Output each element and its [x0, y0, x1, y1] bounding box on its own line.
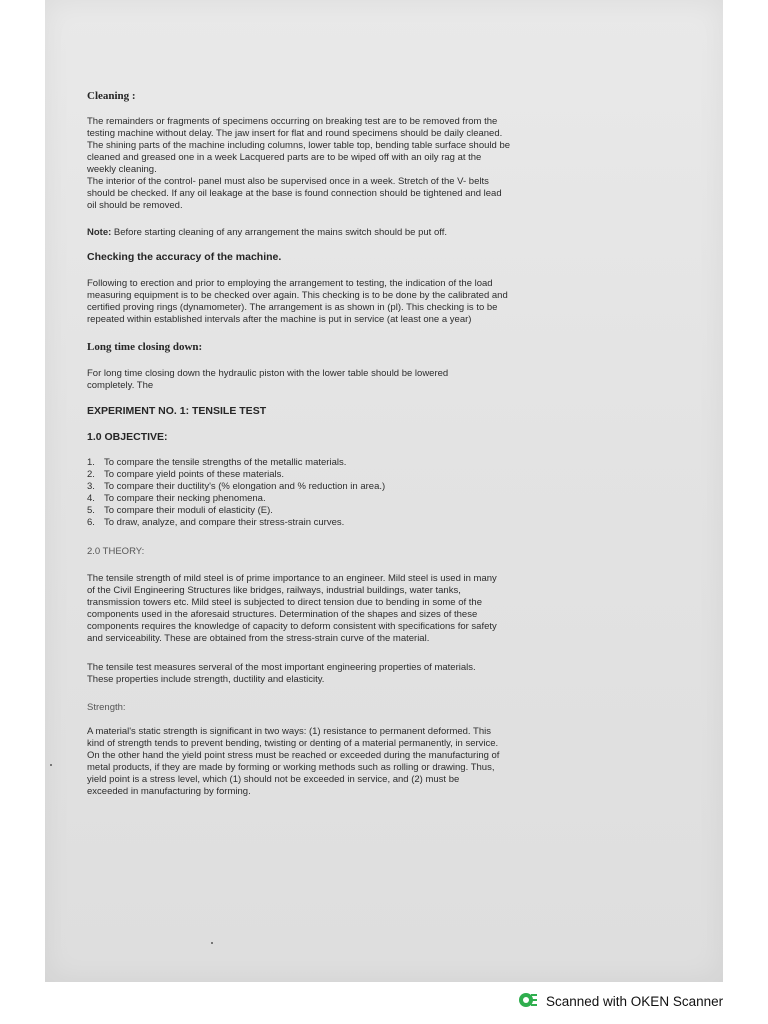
cleaning-line: testing machine without delay. The jaw insert for flat and round specimens should be daily cleaned.: [87, 128, 503, 139]
note-label: Note:: [87, 227, 112, 238]
strength-heading-block: [87, 702, 609, 714]
closing-section: [87, 341, 609, 353]
theory-heading-block: [87, 546, 609, 558]
cleaning-line: cleaned and greased one in a week Lacquered parts are to be wiped off with an oily rag at the: [87, 152, 482, 163]
strength-line: On the other hand the yield point stress must be reached or exceeded during the manufacturing of: [87, 750, 500, 761]
accuracy-line: Following to erection and prior to employing the arrangement to testing, the indication of the load: [87, 278, 493, 289]
accuracy-line: certified proving rings (dynamometer). The arrangement is as shown in (pl). This checking is to be: [87, 302, 498, 313]
list-item: 3. To compare their ductility's (% elongation and % reduction in area.): [87, 481, 386, 492]
cleaning-line: The remainders or fragments of specimens occurring on breaking test are to be removed from the: [87, 116, 498, 127]
strength-paragraph: [87, 726, 609, 798]
closing-paragraph: [87, 368, 609, 392]
theory-paragraph-2: [87, 662, 609, 686]
closing-heading: Long time closing down:: [87, 341, 203, 353]
dust-speck: [50, 764, 52, 766]
list-item: 1. To compare the tensile strengths of the metallic materials.: [87, 457, 347, 468]
oken-scanner-logo-icon: [518, 991, 538, 1012]
experiment-title: EXPERIMENT NO. 1: TENSILE TEST: [87, 405, 267, 417]
accuracy-line: measuring equipment is to be checked over again. This checking is to be done by the calibrated and: [87, 290, 508, 301]
strength-line: yield point is a stress level, which (1) should not be exceeded in service, and (2) must be: [87, 774, 460, 785]
list-item: 5. To compare their moduli of elasticity (E).: [87, 505, 273, 516]
strength-line: metal products, if they are made by forming or working methods such as rolling or drawing. Thus,: [87, 762, 495, 773]
list-item: 6. To draw, analyze, and compare their stress-strain curves.: [87, 517, 345, 528]
theory-line: of the Civil Engineering Structures like bridges, railways, industrial buildings, water tanks,: [87, 585, 461, 596]
cleaning-paragraph: [87, 116, 609, 212]
theory-heading: 2.0 THEORY:: [87, 546, 145, 557]
objective-list-block: [87, 457, 609, 529]
note-text: Before starting cleaning of any arrangement the mains switch should be put off.: [111, 227, 447, 238]
accuracy-section: [87, 251, 609, 263]
theory-line: components used in the aforesaid structures. Determination of the shapes and sizes of these: [87, 609, 478, 620]
theory-line: and serviceability. These are obtained from the stress-strain curve of the material.: [87, 633, 430, 644]
cleaning-line: The interior of the control- panel must also be supervised once in a week. Stretch of the V- belts: [87, 176, 489, 187]
accuracy-line: repeated within established intervals after the machine is put in service (at least one a year): [87, 314, 472, 325]
objective-list: [87, 457, 609, 529]
closing-line: completely. The: [87, 380, 154, 391]
cleaning-line: weekly cleaning.: [87, 164, 157, 175]
watermark-text: Scanned with OKEN Scanner: [546, 993, 724, 1009]
strength-line: A material's static strength is significant in two ways: (1) resistance to permanent deformed. This: [87, 726, 491, 737]
cleaning-line: should be checked. If any oil leakage at the base is found connection should be tightened and lead: [87, 188, 502, 199]
closing-line: For long time closing down the hydraulic piston with the lower table should be lowered: [87, 368, 449, 379]
theory-line: components requires the knowledge of capacity to deform consistent with specifications for safety: [87, 621, 497, 632]
theory-line: transmission towers etc. Mild steel is subjected to direct tension due to bending in some of the: [87, 597, 482, 608]
accuracy-paragraph: [87, 278, 609, 326]
cleaning-line: oil should be removed.: [87, 200, 183, 211]
cleaning-line: The shining parts of the machine including columns, lower table top, bending table surface should be: [87, 140, 511, 151]
note-paragraph: [87, 227, 609, 239]
objective-heading-block: [87, 431, 609, 443]
cleaning-section: [87, 90, 609, 102]
theory-line: The tensile strength of mild steel is of prime importance to an engineer. Mild steel is used in many: [87, 573, 497, 584]
accuracy-heading: Checking the accuracy of the machine.: [87, 251, 282, 263]
theory-paragraph-1: [87, 573, 609, 645]
strength-line: exceeded in manufacturing by forming.: [87, 786, 251, 797]
cleaning-heading: Cleaning :: [87, 90, 136, 102]
scanner-watermark: [518, 992, 723, 1010]
list-item: 2. To compare yield points of these materials.: [87, 469, 285, 480]
experiment-title-block: [87, 405, 609, 417]
theory-line: The tensile test measures serveral of the most important engineering properties of materials.: [87, 662, 476, 673]
dust-speck: [211, 942, 213, 944]
list-item: 4. To compare their necking phenomena.: [87, 493, 266, 504]
strength-line: kind of strength tends to prevent bending, twisting or denting of a material permanently, in service.: [87, 738, 499, 749]
strength-heading: Strength:: [87, 702, 126, 713]
theory-line: These properties include strength, ductility and elasticity.: [87, 674, 325, 685]
objective-heading: 1.0 OBJECTIVE:: [87, 431, 168, 443]
